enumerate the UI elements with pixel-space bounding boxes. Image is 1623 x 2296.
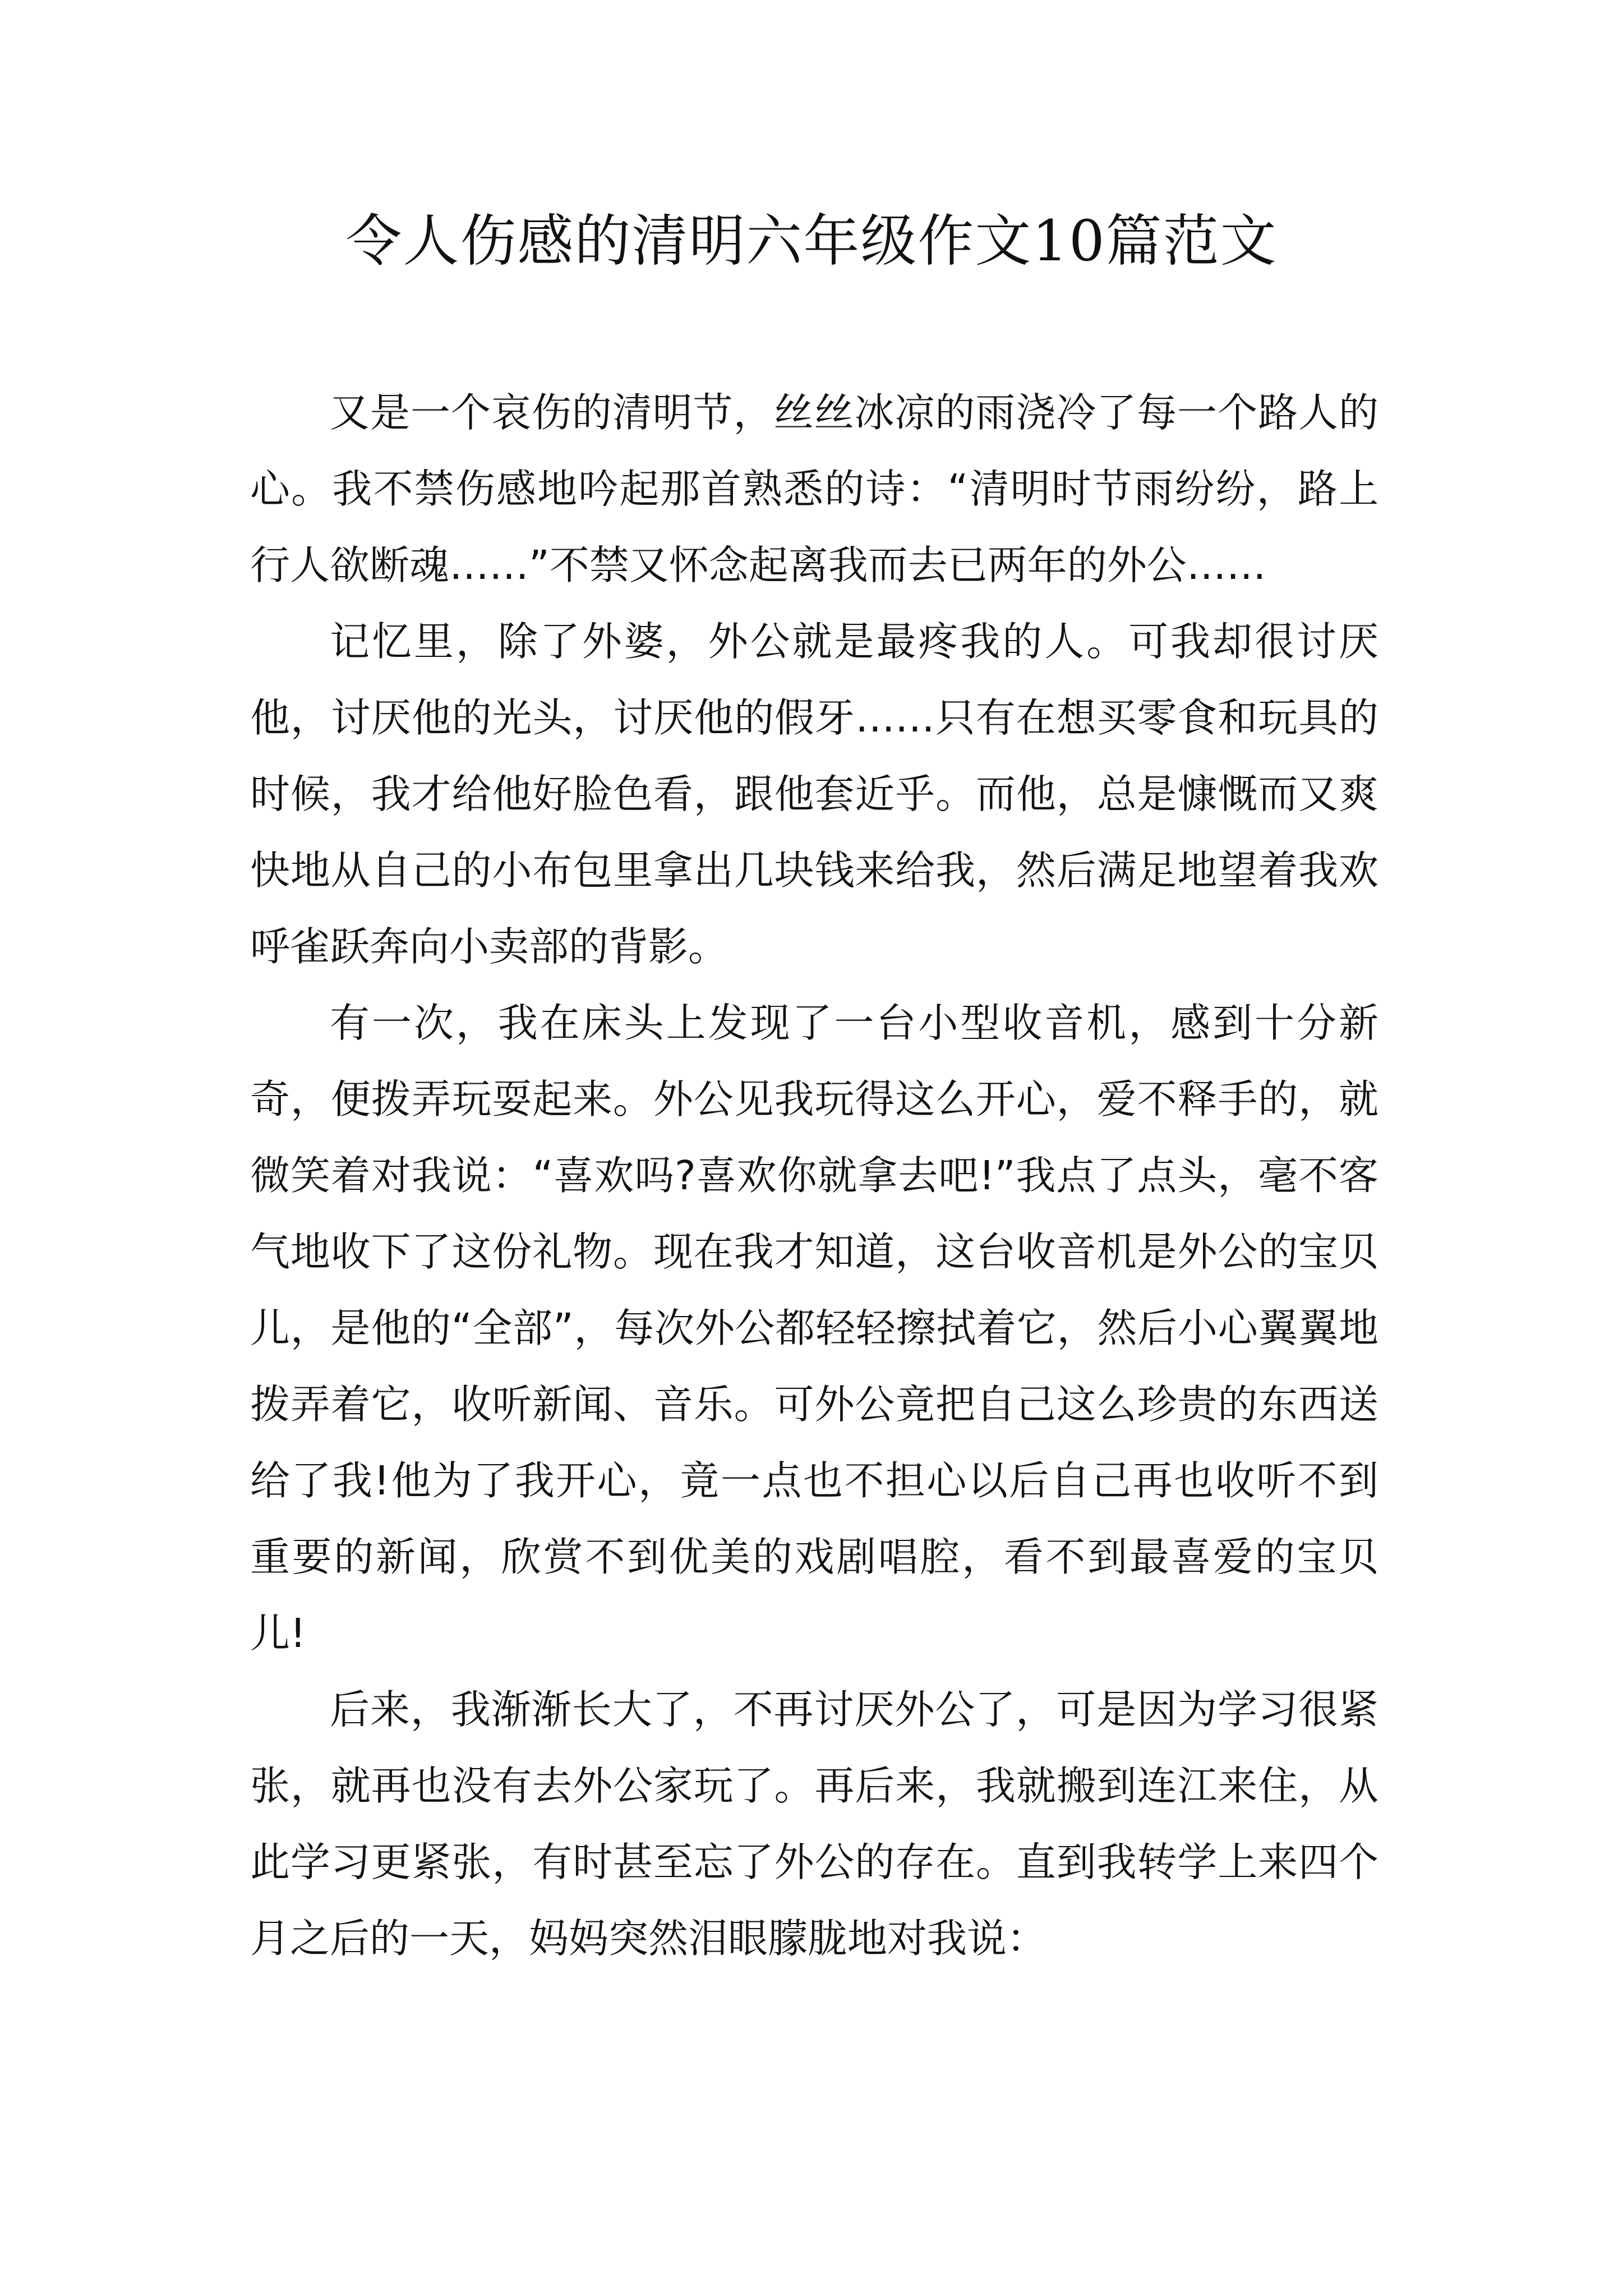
document-title: 令人伤感的清明六年级作文10篇范文: [345, 208, 1278, 274]
paragraph-4: 后来，我渐渐长大了，不再讨厌外公了，可是因为学习很紧张，就再也没有去外公家玩了。再后来，我就搬到连江来住，从此学习更紧张，有时甚至忘了外公的存在。直到我转学上来四个月之后的一天，妈妈突然泪眼朦胧地对我说：: [250, 1686, 1378, 1962]
paragraph-3: 有一次，我在床头上发现了一台小型收音机，感到十分新奇，便拨弄玩耍起来。外公见我玩得这么开心，爱不释手的，就微笑着对我说：“喜欢吗?喜欢你就拿去吧!”我点了点头，毫不客气地收下了这份礼物。现在我才知道，这台收音机是外公的宝贝儿，是他的“全部”，每次外公都轻轻擦拭着它，然后小心翼翼地拨弄着它，收听新闻、音乐。可外公竟把自己这么珍贵的东西送给了我!他为了我开心，竟一点也不担心以后自己再也收听不到重要的新闻，欣赏不到优美的戏剧唱腔，看不到最喜爱的宝贝儿!: [250, 1000, 1378, 1657]
document-body: [250, 375, 1378, 1977]
paragraph-2: 记忆里，除了外婆，外公就是最疼我的人。可我却很讨厌他，讨厌他的光头，讨厌他的假牙……只有在想买零食和玩具的时候，我才给他好脸色看，跟他套近乎。而他，总是慷慨而又爽快地从自己的小布包里拿出几块钱来给我，然后满足地望着我欢呼雀跃奔向小卖部的背影。: [250, 618, 1378, 970]
paragraph-1: 又是一个哀伤的清明节，丝丝冰凉的雨浇冷了每一个路人的心。我不禁伤感地吟起那首熟悉的诗：“清明时节雨纷纷，路上行人欲断魂……”不禁又怀念起离我而去已两年的外公……: [250, 389, 1378, 588]
